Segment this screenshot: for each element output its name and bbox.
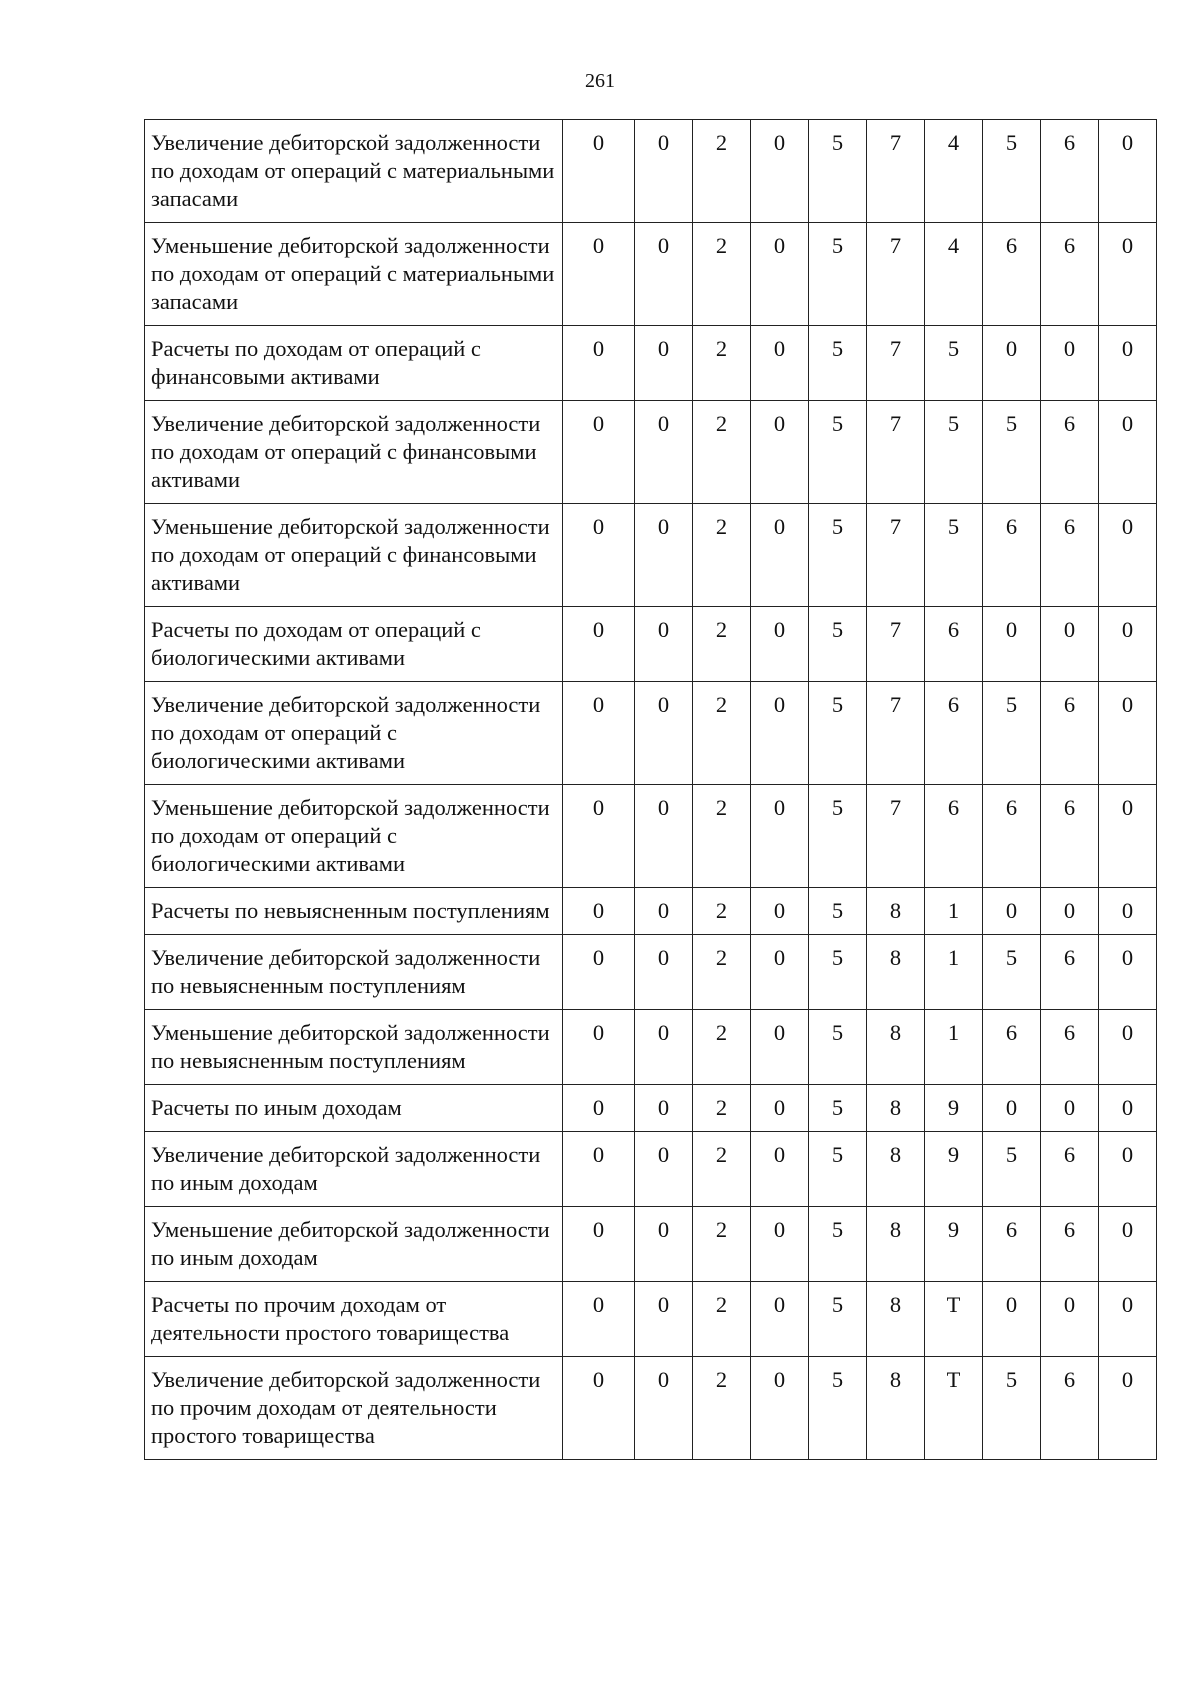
code-digit-cell: 1 — [925, 888, 983, 935]
code-digit-cell: 2 — [693, 888, 751, 935]
code-digit-cell: 0 — [563, 682, 635, 785]
code-digit-cell: 0 — [1041, 1282, 1099, 1357]
code-digit-cell: 6 — [1041, 120, 1099, 223]
code-digit-cell: 0 — [751, 888, 809, 935]
code-digit-cell: 7 — [867, 504, 925, 607]
code-digit-cell: 2 — [693, 607, 751, 682]
row-description: Расчеты по иным доходам — [145, 1085, 563, 1132]
code-digit-cell: 0 — [635, 1282, 693, 1357]
code-digit-cell: 0 — [751, 1357, 809, 1460]
table-row — [145, 1207, 1157, 1282]
code-digit-cell: 1 — [925, 1010, 983, 1085]
code-digit-cell: 9 — [925, 1207, 983, 1282]
code-digit-cell: 5 — [983, 1357, 1041, 1460]
code-digit-cell: 8 — [867, 935, 925, 1010]
code-digit-cell: 6 — [1041, 223, 1099, 326]
code-digit-cell: 0 — [751, 785, 809, 888]
code-digit-cell: 0 — [635, 1132, 693, 1207]
code-digit-cell: 2 — [693, 785, 751, 888]
code-digit-cell: 0 — [983, 1085, 1041, 1132]
code-digit-cell: 5 — [809, 223, 867, 326]
code-digit-cell: 0 — [563, 504, 635, 607]
code-digit-cell: 0 — [983, 326, 1041, 401]
row-description: Расчеты по невыясненным поступлениям — [145, 888, 563, 935]
account-codes-table — [144, 119, 1157, 1460]
code-digit-cell: 5 — [809, 401, 867, 504]
code-digit-cell: Т — [925, 1282, 983, 1357]
code-digit-cell: 8 — [867, 888, 925, 935]
code-digit-cell: 0 — [751, 1132, 809, 1207]
code-digit-cell: 0 — [1099, 1132, 1157, 1207]
code-digit-cell: 0 — [635, 120, 693, 223]
code-digit-cell: 6 — [983, 1010, 1041, 1085]
code-digit-cell: 2 — [693, 504, 751, 607]
code-digit-cell: 7 — [867, 682, 925, 785]
code-digit-cell: 0 — [1041, 326, 1099, 401]
code-digit-cell: 0 — [751, 1085, 809, 1132]
code-digit-cell: 0 — [1099, 935, 1157, 1010]
code-digit-cell: 8 — [867, 1010, 925, 1085]
code-digit-cell: 6 — [1041, 401, 1099, 504]
code-digit-cell: 0 — [1099, 1357, 1157, 1460]
code-digit-cell: 6 — [1041, 785, 1099, 888]
code-digit-cell: 0 — [1041, 1085, 1099, 1132]
table-row — [145, 1282, 1157, 1357]
code-digit-cell: 7 — [867, 223, 925, 326]
code-digit-cell: 5 — [925, 401, 983, 504]
table-row — [145, 401, 1157, 504]
code-digit-cell: 0 — [1099, 401, 1157, 504]
table-row — [145, 1357, 1157, 1460]
row-description: Уменьшение дебиторской задолженности по доходам от операций с биологическими активами — [145, 785, 563, 888]
table-row — [145, 1010, 1157, 1085]
code-digit-cell: 2 — [693, 223, 751, 326]
code-digit-cell: 0 — [751, 401, 809, 504]
code-digit-cell: 5 — [983, 401, 1041, 504]
code-digit-cell: 0 — [1099, 504, 1157, 607]
code-digit-cell: 0 — [563, 785, 635, 888]
table-row — [145, 1085, 1157, 1132]
code-digit-cell: 0 — [563, 401, 635, 504]
code-digit-cell: 5 — [809, 1207, 867, 1282]
row-description: Уменьшение дебиторской задолженности по иным доходам — [145, 1207, 563, 1282]
code-digit-cell: 6 — [983, 223, 1041, 326]
row-description: Уменьшение дебиторской задолженности по доходам от операций с материальными запасами — [145, 223, 563, 326]
code-digit-cell: 0 — [751, 326, 809, 401]
code-digit-cell: 0 — [563, 1357, 635, 1460]
code-digit-cell: 5 — [925, 326, 983, 401]
code-digit-cell: 0 — [1099, 682, 1157, 785]
code-digit-cell: 9 — [925, 1132, 983, 1207]
code-digit-cell: 2 — [693, 1357, 751, 1460]
code-digit-cell: 0 — [983, 607, 1041, 682]
code-digit-cell: 6 — [1041, 1207, 1099, 1282]
code-digit-cell: 0 — [1099, 223, 1157, 326]
code-digit-cell: 5 — [809, 504, 867, 607]
row-description: Увеличение дебиторской задолженности по доходам от операций с финансовыми активами — [145, 401, 563, 504]
code-digit-cell: 9 — [925, 1085, 983, 1132]
code-digit-cell: 7 — [867, 326, 925, 401]
code-digit-cell: 0 — [563, 326, 635, 401]
code-digit-cell: 7 — [867, 401, 925, 504]
code-digit-cell: 0 — [635, 888, 693, 935]
table-row — [145, 785, 1157, 888]
code-digit-cell: 0 — [635, 682, 693, 785]
code-digit-cell: 6 — [1041, 1357, 1099, 1460]
code-digit-cell: 8 — [867, 1132, 925, 1207]
code-digit-cell: 2 — [693, 1132, 751, 1207]
code-digit-cell: 0 — [635, 935, 693, 1010]
code-digit-cell: 0 — [1099, 1282, 1157, 1357]
code-digit-cell: 0 — [635, 1085, 693, 1132]
code-digit-cell: 5 — [809, 1357, 867, 1460]
code-digit-cell: 0 — [1099, 888, 1157, 935]
code-digit-cell: 0 — [635, 607, 693, 682]
code-digit-cell: 0 — [563, 223, 635, 326]
code-digit-cell: 6 — [983, 785, 1041, 888]
row-description: Уменьшение дебиторской задолженности по доходам от операций с финансовыми активами — [145, 504, 563, 607]
code-digit-cell: 5 — [809, 607, 867, 682]
code-digit-cell: 5 — [809, 120, 867, 223]
code-digit-cell: 5 — [983, 935, 1041, 1010]
code-digit-cell: 0 — [635, 1207, 693, 1282]
code-digit-cell: 5 — [983, 1132, 1041, 1207]
code-digit-cell: 5 — [983, 120, 1041, 223]
code-digit-cell: 5 — [809, 682, 867, 785]
row-description: Увеличение дебиторской задолженности по невыясненным поступлениям — [145, 935, 563, 1010]
row-description: Расчеты по доходам от операций с финансовыми активами — [145, 326, 563, 401]
code-digit-cell: 0 — [751, 682, 809, 785]
table-row — [145, 1132, 1157, 1207]
code-digit-cell: 6 — [1041, 682, 1099, 785]
code-digit-cell: 7 — [867, 120, 925, 223]
code-digit-cell: 2 — [693, 1207, 751, 1282]
code-digit-cell: 6 — [925, 607, 983, 682]
code-digit-cell: 6 — [925, 785, 983, 888]
code-digit-cell: 0 — [1041, 607, 1099, 682]
code-digit-cell: 5 — [809, 1010, 867, 1085]
code-digit-cell: 5 — [925, 504, 983, 607]
code-digit-cell: Т — [925, 1357, 983, 1460]
row-description: Увеличение дебиторской задолженности по иным доходам — [145, 1132, 563, 1207]
row-description: Расчеты по прочим доходам от деятельности простого товарищества — [145, 1282, 563, 1357]
code-digit-cell: 5 — [809, 785, 867, 888]
code-digit-cell: 0 — [751, 120, 809, 223]
code-digit-cell: 6 — [925, 682, 983, 785]
code-digit-cell: 0 — [563, 1010, 635, 1085]
code-digit-cell: 2 — [693, 1282, 751, 1357]
code-digit-cell: 2 — [693, 682, 751, 785]
code-digit-cell: 2 — [693, 326, 751, 401]
code-digit-cell: 6 — [1041, 504, 1099, 607]
code-digit-cell: 0 — [1099, 1085, 1157, 1132]
code-digit-cell: 0 — [563, 888, 635, 935]
row-description: Уменьшение дебиторской задолженности по невыясненным поступлениям — [145, 1010, 563, 1085]
code-digit-cell: 0 — [751, 607, 809, 682]
code-digit-cell: 0 — [1099, 326, 1157, 401]
code-digit-cell: 0 — [635, 223, 693, 326]
code-digit-cell: 0 — [1099, 1010, 1157, 1085]
table-row — [145, 888, 1157, 935]
code-digit-cell: 7 — [867, 785, 925, 888]
row-description: Увеличение дебиторской задолженности по прочим доходам от деятельности простого товарищества — [145, 1357, 563, 1460]
code-digit-cell: 0 — [635, 1357, 693, 1460]
code-digit-cell: 5 — [809, 935, 867, 1010]
table-row — [145, 935, 1157, 1010]
code-digit-cell: 2 — [693, 401, 751, 504]
code-digit-cell: 8 — [867, 1207, 925, 1282]
code-digit-cell: 2 — [693, 1085, 751, 1132]
code-digit-cell: 0 — [635, 504, 693, 607]
code-digit-cell: 0 — [751, 1010, 809, 1085]
code-digit-cell: 5 — [809, 1132, 867, 1207]
code-digit-cell: 0 — [1041, 888, 1099, 935]
code-digit-cell: 0 — [563, 1282, 635, 1357]
row-description: Увеличение дебиторской задолженности по доходам от операций с биологическими активами — [145, 682, 563, 785]
code-digit-cell: 0 — [635, 401, 693, 504]
code-digit-cell: 0 — [1099, 607, 1157, 682]
code-digit-cell: 0 — [751, 935, 809, 1010]
code-digit-cell: 4 — [925, 223, 983, 326]
code-digit-cell: 0 — [751, 223, 809, 326]
code-digit-cell: 0 — [563, 935, 635, 1010]
code-digit-cell: 6 — [983, 1207, 1041, 1282]
code-digit-cell: 0 — [635, 326, 693, 401]
table-row — [145, 223, 1157, 326]
code-digit-cell: 8 — [867, 1357, 925, 1460]
code-digit-cell: 6 — [1041, 935, 1099, 1010]
code-digit-cell: 0 — [751, 504, 809, 607]
code-digit-cell: 0 — [635, 785, 693, 888]
code-digit-cell: 6 — [1041, 1132, 1099, 1207]
code-digit-cell: 0 — [563, 1207, 635, 1282]
code-digit-cell: 0 — [563, 1085, 635, 1132]
code-digit-cell: 5 — [983, 682, 1041, 785]
table-row — [145, 326, 1157, 401]
code-digit-cell: 6 — [983, 504, 1041, 607]
code-digit-cell: 0 — [635, 1010, 693, 1085]
code-digit-cell: 2 — [693, 120, 751, 223]
row-description: Увеличение дебиторской задолженности по доходам от операций с материальными запасами — [145, 120, 563, 223]
code-digit-cell: 5 — [809, 1282, 867, 1357]
code-digit-cell: 2 — [693, 935, 751, 1010]
code-digit-cell: 4 — [925, 120, 983, 223]
table-row — [145, 120, 1157, 223]
code-digit-cell: 0 — [751, 1282, 809, 1357]
code-digit-cell: 0 — [1099, 120, 1157, 223]
code-digit-cell: 0 — [751, 1207, 809, 1282]
page-number: 261 — [585, 70, 615, 92]
code-digit-cell: 0 — [563, 1132, 635, 1207]
code-digit-cell: 0 — [563, 120, 635, 223]
code-digit-cell: 0 — [1099, 785, 1157, 888]
code-digit-cell: 0 — [563, 607, 635, 682]
table-row — [145, 607, 1157, 682]
code-digit-cell: 2 — [693, 1010, 751, 1085]
code-digit-cell: 7 — [867, 607, 925, 682]
row-description: Расчеты по доходам от операций с биологическими активами — [145, 607, 563, 682]
code-digit-cell: 8 — [867, 1085, 925, 1132]
code-digit-cell: 0 — [1099, 1207, 1157, 1282]
code-digit-cell: 6 — [1041, 1010, 1099, 1085]
table-row — [145, 504, 1157, 607]
code-digit-cell: 5 — [809, 888, 867, 935]
code-digit-cell: 0 — [983, 1282, 1041, 1357]
code-digit-cell: 5 — [809, 1085, 867, 1132]
code-digit-cell: 1 — [925, 935, 983, 1010]
code-digit-cell: 5 — [809, 326, 867, 401]
code-digit-cell: 8 — [867, 1282, 925, 1357]
code-digit-cell: 0 — [983, 888, 1041, 935]
table-row — [145, 682, 1157, 785]
